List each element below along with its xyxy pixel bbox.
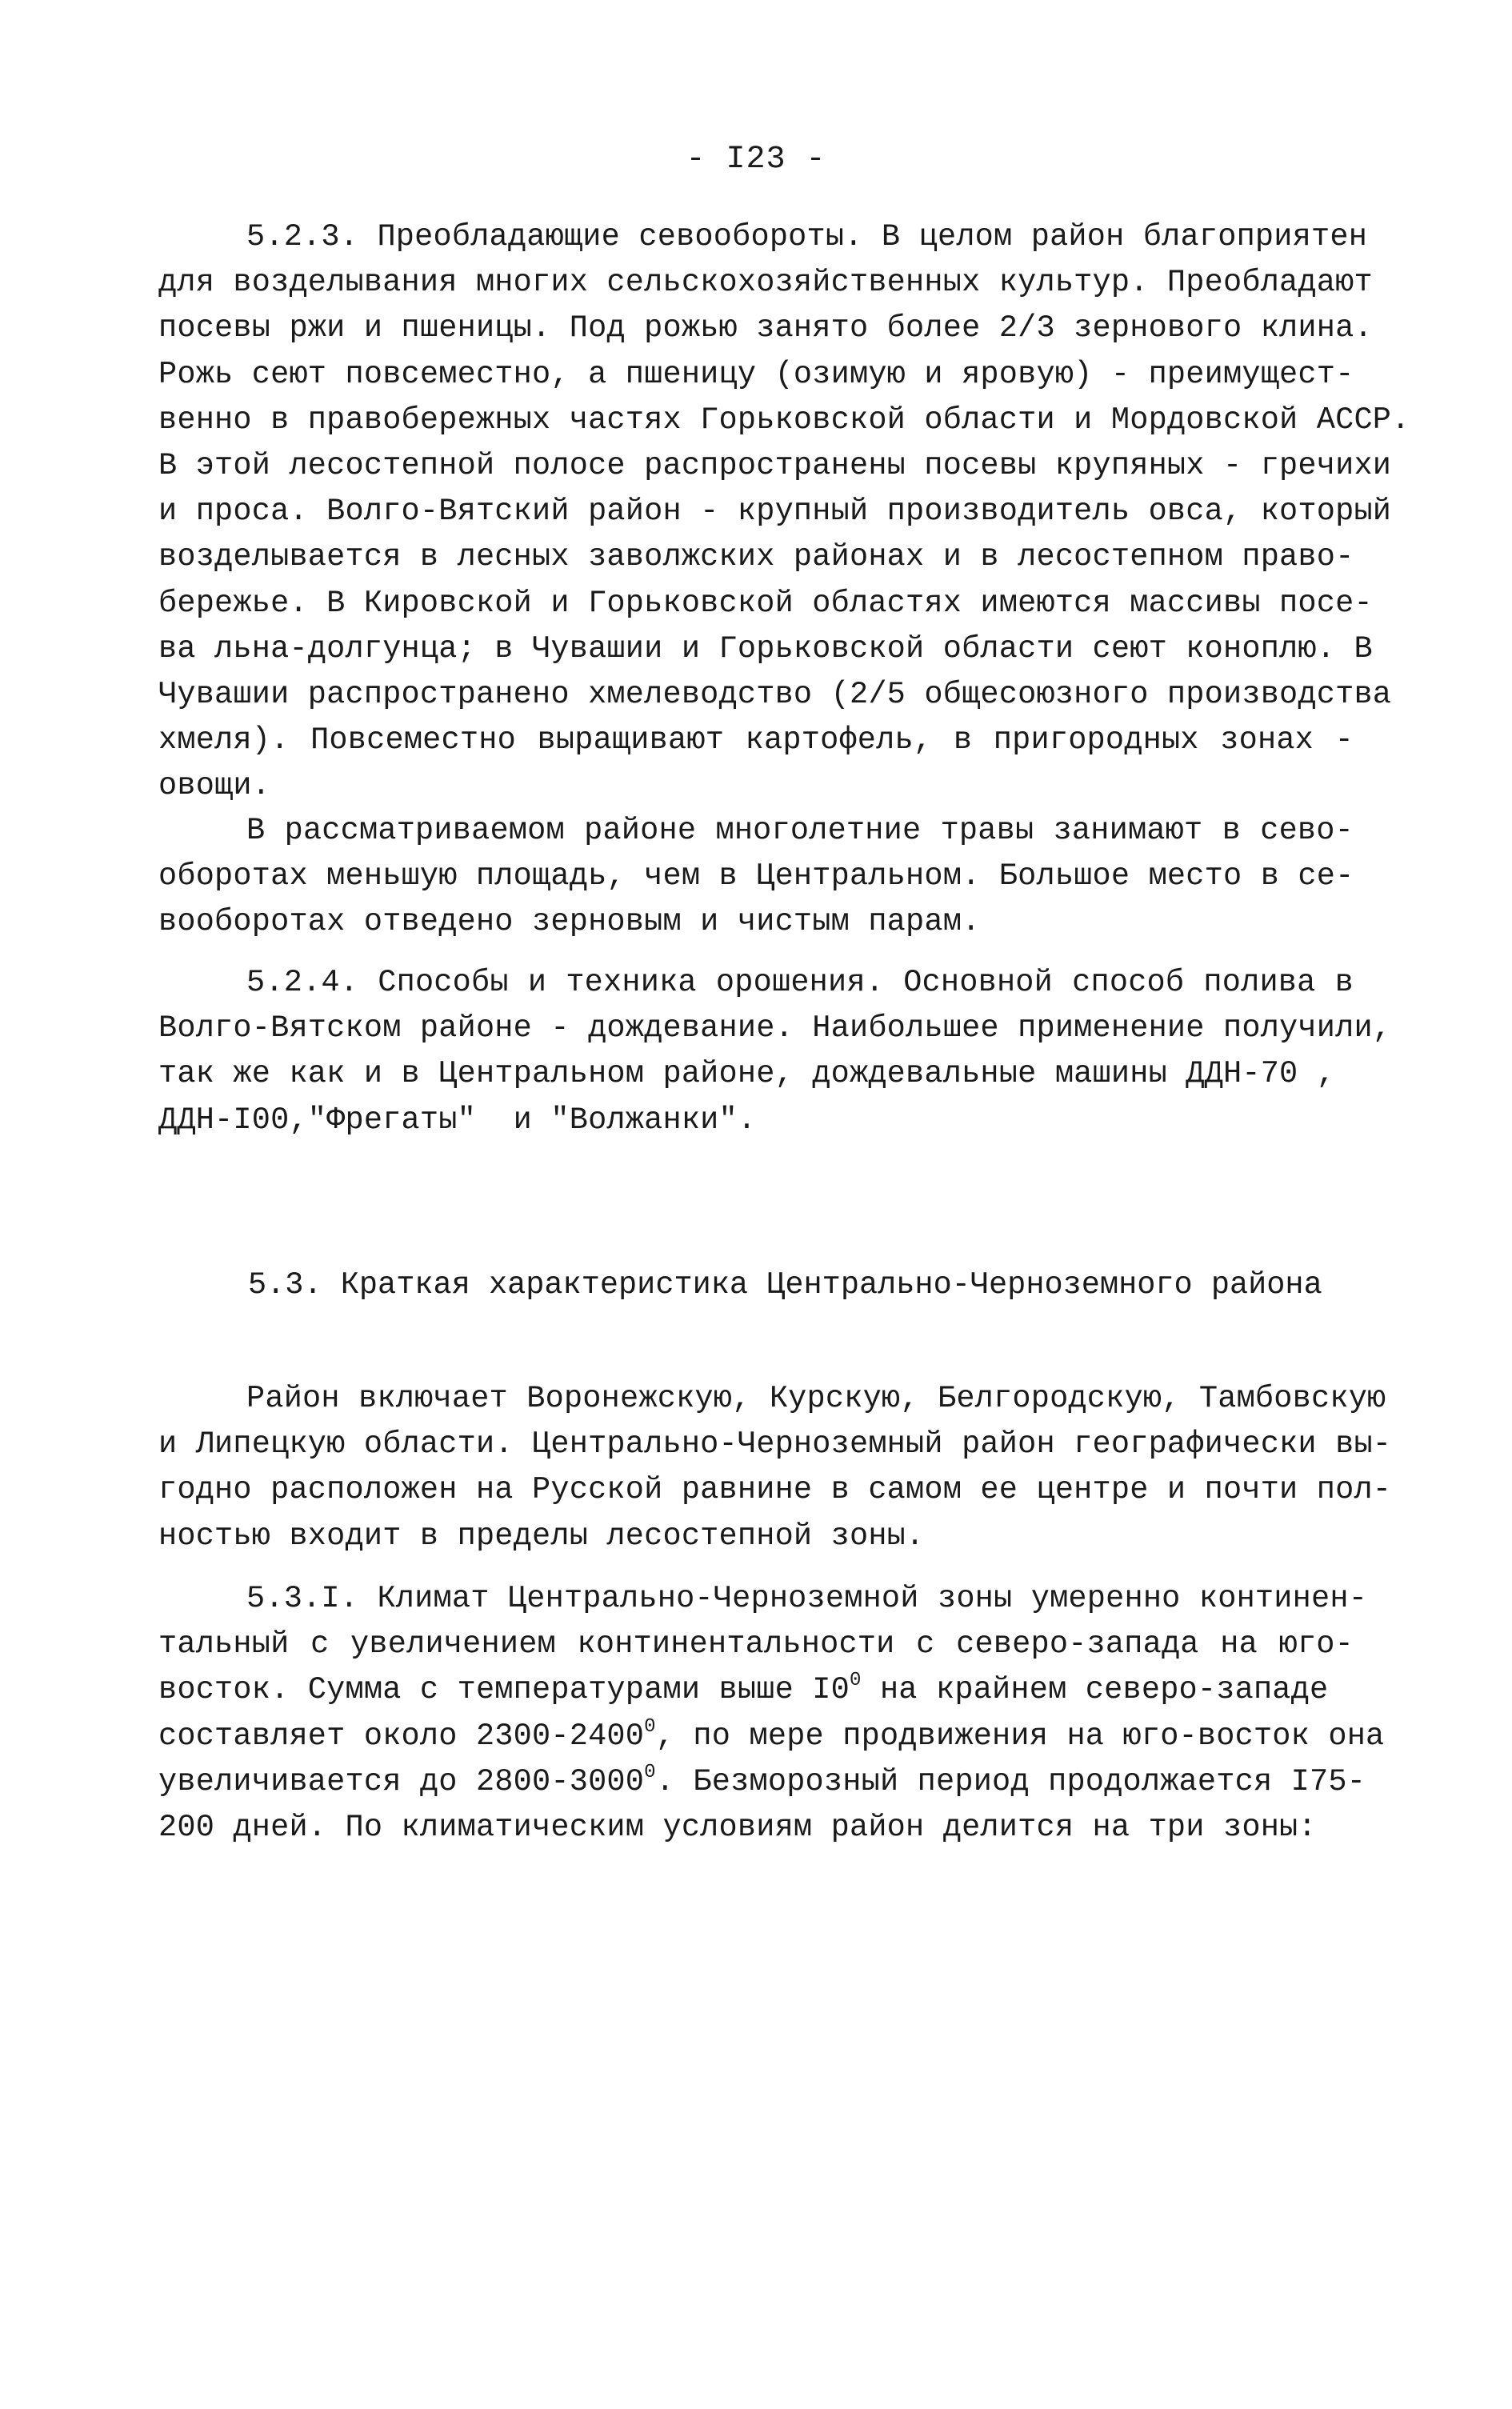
text-line: вооборотах отведено зерновым и чистым парам. [158,904,981,940]
text-line: годно расположен на Русской равнине в самом ее центре и почти пол- [158,1472,1392,1508]
text-line: бережье. В Кировской и Горьковской областях имеются массивы посе- [158,585,1373,621]
section-5-3-intro [158,1376,1392,1559]
section-5-2-4 [158,960,1392,1143]
text-line: ностью входит в пределы лесостепной зоны. [158,1518,925,1554]
text-line: 200 дней. По климатическим условиям район делится на три зоны: [158,1809,1317,1845]
text-line: 5.3.I. Климат Центрально-Черноземной зоны умеренно континен- [246,1581,1368,1616]
text-line: венно в правобережных частях Горьковской области и Мордовской АССР. [158,402,1410,438]
text-line: Волго-Вятском районе - дождевание. Наибольшее применение получили, [158,1010,1392,1046]
text-line: оборотах меньшую площадь, чем в Центральном. Большое место в се- [158,858,1354,894]
text-line: посевы ржи и пшеницы. Под рожью занято более 2/3 зернового клина. [158,310,1373,346]
text-line: тальный с увеличением континентальности с северо-запада на юго- [158,1627,1354,1663]
text-segment: составляет около 2300-2400 [158,1718,645,1754]
text-line [158,1759,1366,1805]
text-line: овощи. [158,768,271,804]
text-segment: . Безморозный период продолжается I75- [655,1763,1366,1799]
text-line [158,1714,1385,1759]
text-line: так же как и в Центральном районе, дождевальные машины ДДН-70 , [158,1056,1336,1092]
text-line: возделывается в лесных заволжских районах и в лесостепном право- [158,539,1354,575]
text-line: хмеля). Повсеместно выращивают картофель, в пригородных зонах - [158,722,1354,758]
text-line: В рассматриваемом районе многолетние травы занимают в сево- [246,813,1354,848]
text-line: и проса. Волго-Вятский район - крупный производитель овса, который [158,494,1392,530]
text-line: 5.2.4. Способы и техника орошения. Основной способ полива в [246,965,1354,1000]
degree-mark: 0 [644,1715,656,1738]
text-line: для возделывания многих сельскохозяйственных культур. Преобладают [158,265,1373,301]
text-line: 5.2.3. Преобладающие севообороты. В целом район благоприятен [246,219,1368,254]
text-line: В этой лесостепной полосе распространены посевы крупяных - гречихи [158,447,1392,483]
text-line [158,1667,1354,1713]
text-segment: увеличивается до 2800-3000 [158,1763,645,1799]
text-line: Чувашии распространено хмелеводство (2/5 общесоюзного производства [158,676,1392,712]
text-line: Рожь сеют повсеместно, а пшеницу (озимую и яровую) - преимущест- [158,356,1354,392]
section-heading-5-3: 5.3. Краткая характеристика Центрально-Черноземного района [248,1267,1322,1303]
degree-mark: 0 [849,1670,862,1692]
section-5-2-3 [158,214,1410,809]
text-line: ДДН-I00,"Фрегаты" и "Волжанки". [158,1102,757,1138]
degree-mark: 0 [644,1761,656,1783]
section-5-3-1-climate [158,1576,1385,1851]
text-line: Район включает Воронежскую, Курскую, Белгородскую, Тамбовскую [246,1381,1386,1416]
paragraph-grasses [158,808,1354,946]
text-line: ва льна-долгунца; в Чувашии и Горьковской области сеют коноплю. В [158,630,1373,666]
text-segment: , по мере продвижения на юго-восток она [655,1718,1385,1754]
page-number: - I23 - [686,142,826,178]
text-line: и Липецкую области. Центрально-Черноземный район географически вы- [158,1427,1392,1463]
text-segment: восток. Сумма с температурами выше I0 [158,1672,850,1708]
text-segment: на крайнем северо-западе [861,1672,1329,1708]
